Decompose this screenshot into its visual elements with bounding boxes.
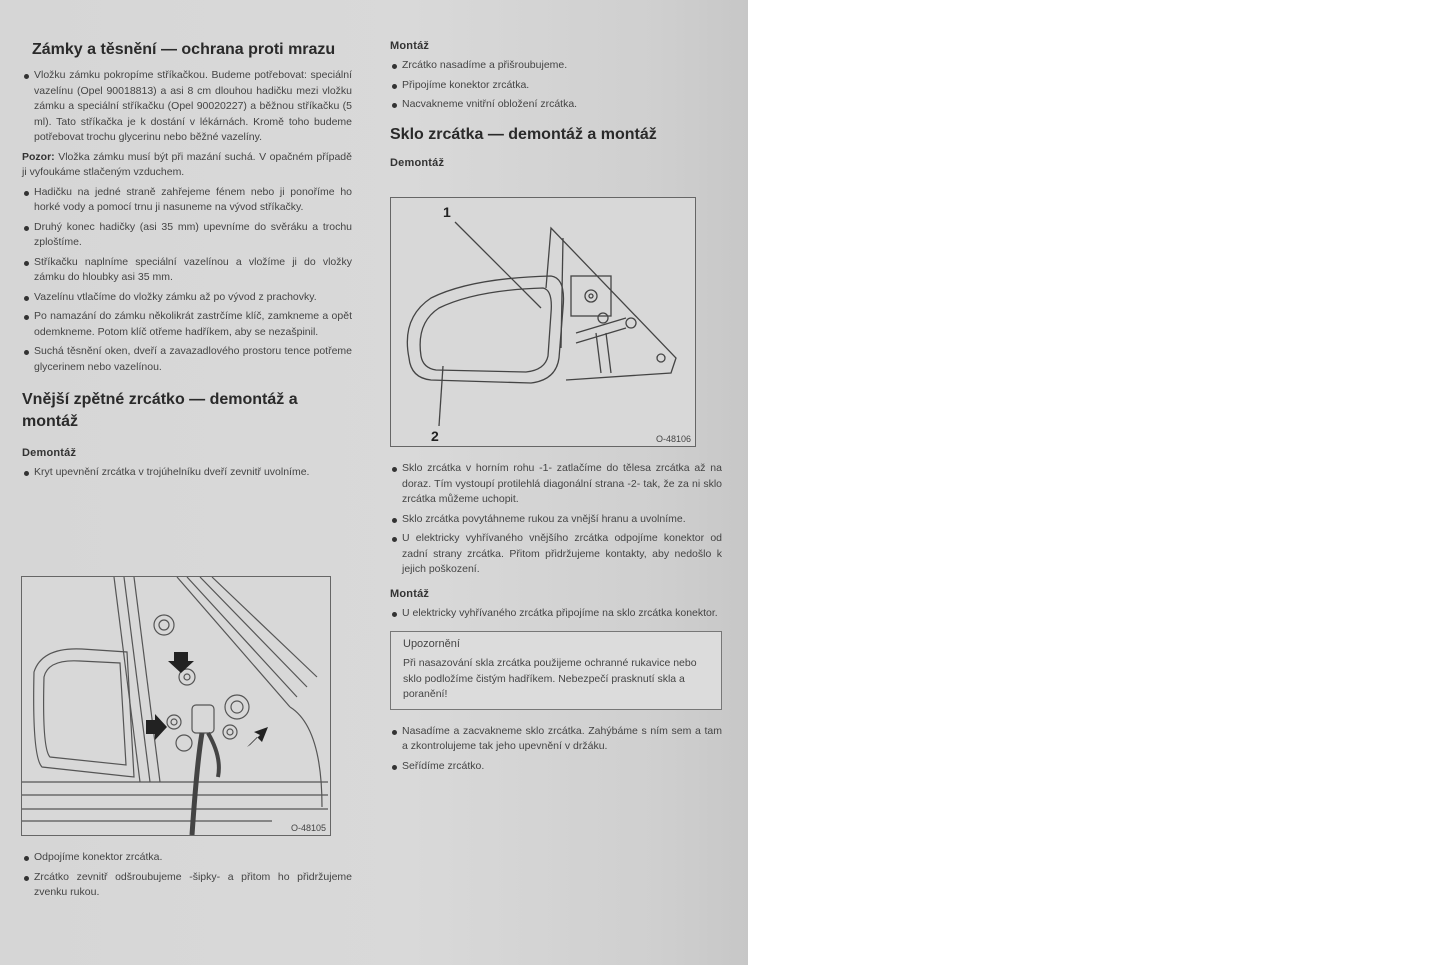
list-item: Sklo zrcátka povytáhneme rukou za vnější hranu a uvolníme.: [390, 512, 722, 528]
list-item: Druhý konec hadičky (asi 35 mm) upevníme do svěráku a trochu zploštíme.: [22, 220, 352, 251]
subheading-removal: Demontáž: [22, 447, 77, 459]
list-item: Stříkačku naplníme speciální vazelínou a vložíme ji do vložky zámku do hloubky asi 35 mm.: [22, 255, 352, 286]
figure-code: O-48105: [290, 823, 326, 833]
list-item: Suchá těsnění oken, dveří a zavazadlového prostoru tence potřeme glycerinem nebo vazelínou.: [22, 344, 352, 375]
list-item: Připojíme konektor zrcátka.: [390, 78, 722, 94]
glass-removal-list: [390, 461, 722, 578]
list-item: Sklo zrcátka v horním rohu -1- zatlačíme do tělesa zrcátka až na doraz. Tím vystoupí protilehlá diagonální strana -2- tak, že za ni sklo zrcátka můžeme uchopit.: [390, 461, 722, 508]
right-column: [390, 40, 722, 169]
figure-code: O-48106: [655, 434, 691, 444]
list-item: Vazelínu vtlačíme do vložky zámku až po vývod z prachovky.: [22, 290, 352, 306]
section-title-locks: Zámky a těsnění — ochrana proti mrazu: [32, 41, 336, 58]
subheading-installation-glass: Montáž: [390, 587, 430, 600]
warning-text: Při nasazování skla zrcátka použijeme ochranné rukavice nebo sklo podložíme čistým hadříkem. Nebezpečí prasknutí skla a poranění!: [403, 657, 697, 700]
glass-install-list: [390, 606, 722, 622]
list-item: Odpojíme konektor zrcátka.: [22, 850, 352, 866]
figure-mirror-mount: [21, 576, 331, 836]
figure-label-2: 2: [431, 428, 439, 444]
mirror-removal-list: [22, 465, 352, 481]
left-column: [22, 40, 352, 485]
list-item: Kryt upevnění zrcátka v trojúhelníku dveří zevnitř uvolníme.: [22, 465, 352, 481]
lock-steps-list: [22, 68, 352, 146]
mirror-glass-illustration: [391, 198, 695, 446]
section-title-glass: Sklo zrcátka — demontáž a montáž: [390, 125, 657, 143]
mirror-removal-list-2: [22, 850, 352, 901]
right-column-bottom: [390, 461, 722, 778]
list-item: Zrcátko zevnitř odšroubujeme -šipky- a přitom ho přidržujeme zvenku rukou.: [22, 870, 352, 901]
glass-install-list-2: [390, 724, 722, 775]
caution-note: [22, 150, 352, 181]
caution-label: Pozor:: [22, 150, 55, 163]
list-item: U elektricky vyhřívaného zrcátka připojíme na sklo zrcátka konektor.: [390, 606, 722, 622]
list-item: Seřídíme zrcátko.: [390, 759, 722, 775]
lock-steps-list-2: [22, 185, 352, 376]
list-item: Po namazání do zámku několikrát zastrčíme klíč, zamkneme a opět odemkneme. Potom klíč otřeme hadříkem, aby se nezašpinil.: [22, 309, 352, 340]
subheading-removal-glass: Demontáž: [390, 156, 445, 169]
left-column-bottom: [22, 850, 352, 905]
list-item: Zrcátko nasadíme a přišroubujeme.: [390, 58, 722, 74]
list-item: Hadičku na jedné straně zahřejeme fénem nebo ji ponoříme ho horké vody a pomocí trnu ji nasuneme na vývod stříkačky.: [22, 185, 352, 216]
caution-text: Vložka zámku musí být při mazání suchá. V opačném případě ji vyfoukáme stlačeným vzduchem.: [22, 150, 352, 178]
list-item: U elektricky vyhřívaného vnějšího zrcátka odpojíme konektor od zadní strany zrcátka. Přitom přidržujeme kontakty, aby nedošlo k jejich poškození.: [390, 531, 722, 578]
list-item: Nasadíme a zacvakneme sklo zrcátka. Zahýbáme s ním sem a tam a zkontrolujeme tak jeho upevnění v držáku.: [390, 724, 722, 755]
figure-label-1: 1: [443, 204, 451, 220]
section-title-mirror: Vnější zpětné zrcátko — demontáž a montáž: [22, 391, 298, 430]
mirror-install-list: [390, 58, 722, 113]
mirror-mount-illustration: [22, 577, 330, 835]
list-item: Nacvakneme vnitřní obložení zrcátka.: [390, 97, 722, 113]
warning-title: Upozornění: [403, 638, 460, 650]
subheading-installation: Montáž: [390, 40, 430, 52]
figure-mirror-glass: [390, 197, 696, 447]
list-item: Vložku zámku pokropíme stříkačkou. Budeme potřebovat: speciální vazelínu (Opel 90018813) a asi 8 cm dlouhou hadičku mezi vložku zámku a speciální stříkačku (Opel 90020227) a běžnou stříkačku (5 ml). Tato stříkačka je k dostání v lékárnách. Kromě toho budeme potřebovat trochu glycerinu nebo běžné vazelíny.: [22, 68, 352, 146]
warning-box: [390, 631, 722, 710]
